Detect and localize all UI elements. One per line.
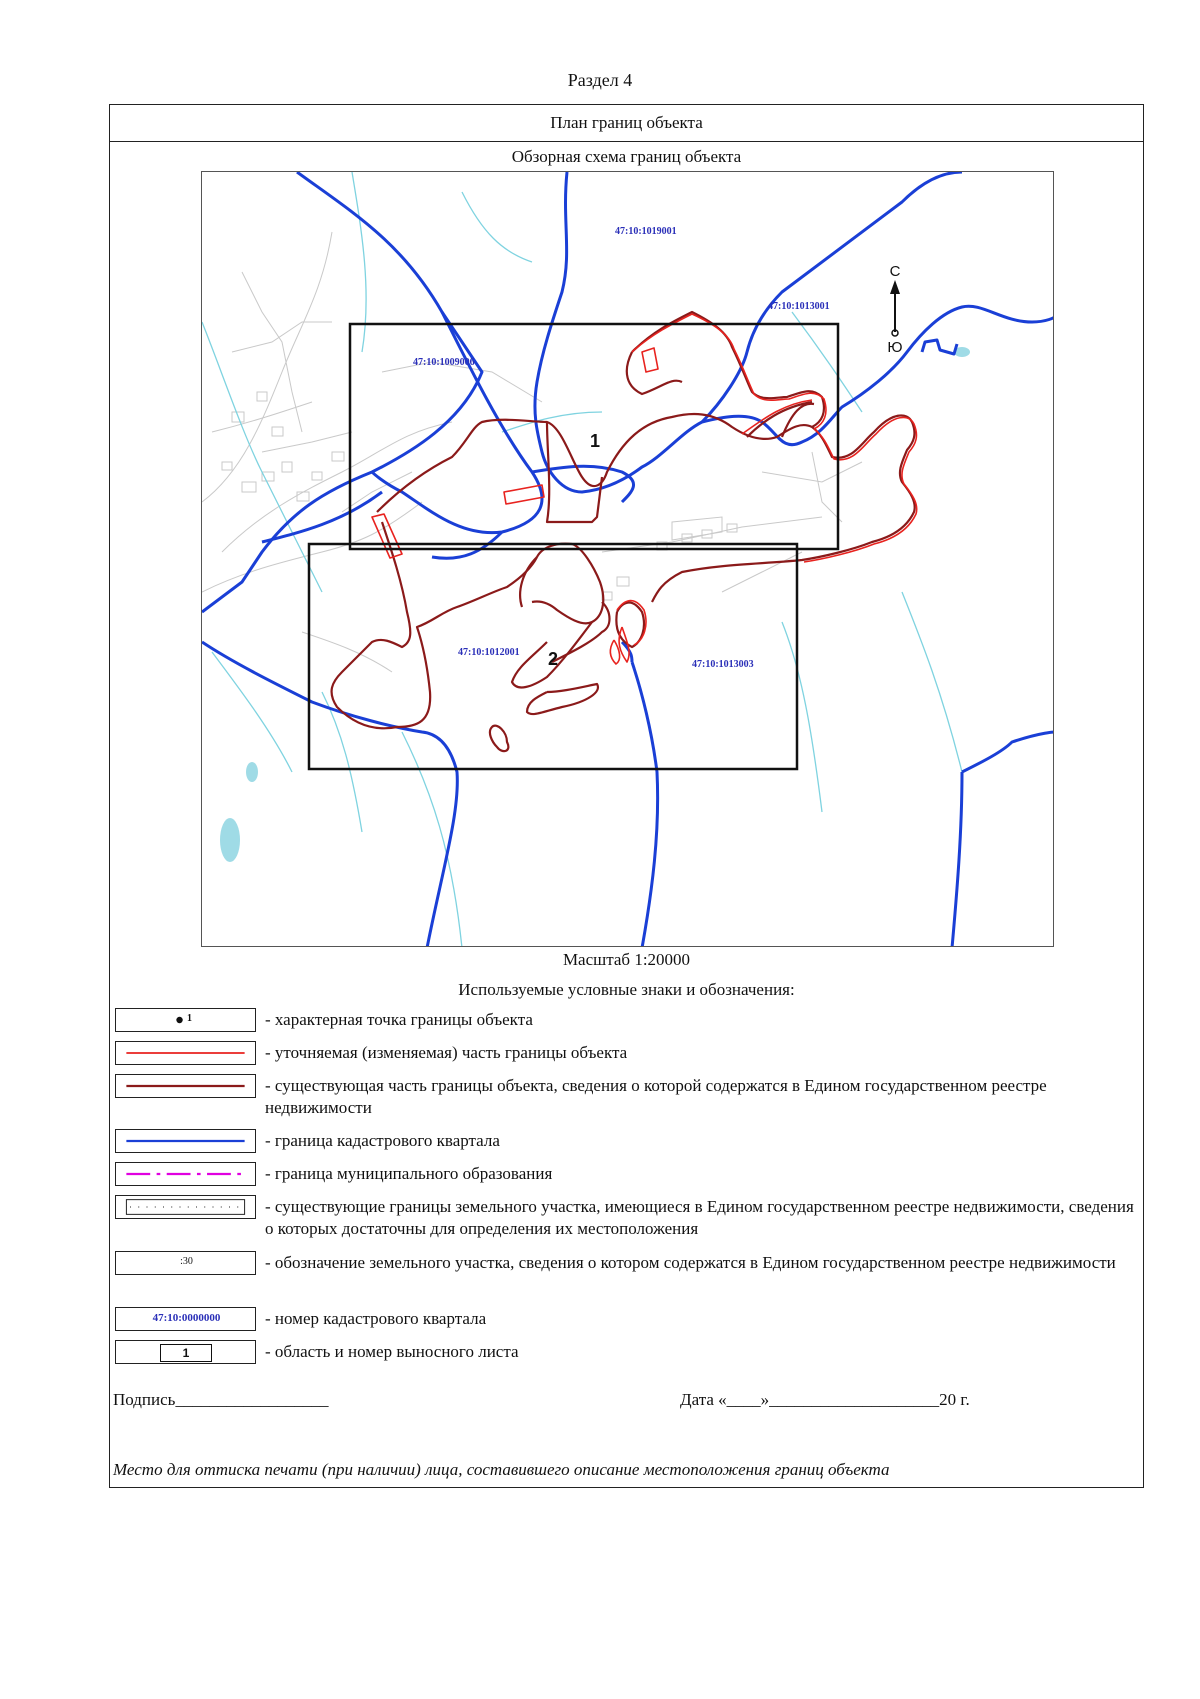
north-label: С bbox=[889, 263, 901, 280]
legend-text-point: - характерная точка границы объекта bbox=[265, 1010, 533, 1029]
legend-symbol-existing bbox=[115, 1074, 256, 1098]
legend-text-refined: - уточняемая (изменяемая) часть границы объекта bbox=[265, 1043, 628, 1062]
plan-title: План границ объекта bbox=[550, 113, 703, 132]
signature-label: Подпись__________________ bbox=[113, 1390, 329, 1409]
existing-object-boundaries bbox=[332, 312, 915, 751]
legend-text-quarter-number: - номер кадастрового квартала bbox=[265, 1309, 487, 1328]
quarter-label-1009006: 47:10:1009006 bbox=[413, 357, 475, 368]
legend-symbol-parcel-boundary bbox=[115, 1195, 256, 1219]
legend-text-parcel-boundary: - существующие границы земельного участка, имеющиеся в Едином государственном реестре недвижимости, сведения о которых достаточны для определения их местоположения bbox=[265, 1197, 1134, 1238]
blue-line-icon bbox=[116, 1130, 255, 1152]
legend-symbol-point bbox=[115, 1008, 256, 1032]
signature-line[interactable]: __________________ bbox=[175, 1390, 329, 1409]
water-features bbox=[202, 172, 962, 947]
darkred-line-icon bbox=[116, 1075, 255, 1097]
magenta-dashdot-icon bbox=[116, 1163, 255, 1185]
legend-text-sheet-area: - область и номер выносного листа bbox=[265, 1342, 519, 1361]
background-roads bbox=[202, 232, 862, 672]
sheet-area-icon: 1 bbox=[160, 1344, 212, 1362]
overview-map[interactable] bbox=[201, 171, 1054, 947]
legend-text-municipal: - граница муниципального образования bbox=[265, 1164, 553, 1183]
north-arrow-icon bbox=[890, 280, 900, 336]
point-icon bbox=[116, 1009, 255, 1031]
quarter-boundaries bbox=[202, 172, 1054, 947]
legend-symbol-parcel-label bbox=[115, 1251, 256, 1275]
legend-text-existing: - существующая часть границы объекта, сведения о которой содержатся в Едином государственном реестре недвижимости bbox=[265, 1076, 1047, 1117]
water-patches bbox=[220, 347, 970, 862]
sheet-number-2: 2 bbox=[548, 649, 559, 669]
quarter-label-1013003: 47:10:1013003 bbox=[692, 659, 754, 670]
legend-symbol-sheet-area bbox=[115, 1340, 256, 1364]
seal-place-text: Место для оттиска печати (при наличии) лица, составившего описание местоположения границ объекта bbox=[113, 1460, 890, 1479]
south-label: Ю bbox=[887, 339, 903, 356]
sheet-number-1: 1 bbox=[590, 431, 601, 451]
date-field[interactable]: Дата «____»____________________20 г. bbox=[680, 1390, 970, 1409]
legend-point-number: 1 bbox=[187, 1013, 192, 1024]
legend-text-quarter-boundary: - граница кадастрового квартала bbox=[265, 1131, 500, 1150]
title-divider bbox=[109, 141, 1144, 142]
legend-title: Используемые условные знаки и обозначения: bbox=[458, 980, 795, 999]
legend-symbol-quarter-boundary bbox=[115, 1129, 256, 1153]
section-title: Раздел 4 bbox=[567, 70, 633, 90]
quarter-label-1019001: 47:10:1019001 bbox=[615, 226, 677, 237]
parcel-label-icon: :30 bbox=[180, 1256, 193, 1267]
quarter-label-1012001: 47:10:1012001 bbox=[458, 647, 520, 658]
red-line-icon bbox=[116, 1042, 255, 1064]
quarter-label-1013001: 47:10:1013001 bbox=[768, 301, 830, 312]
legend-symbol-quarter-number bbox=[115, 1307, 256, 1331]
legend-symbol-refined bbox=[115, 1041, 256, 1065]
map-scale: Масштаб 1:20000 bbox=[562, 950, 691, 969]
quarter-number-icon: 47:10:0000000 bbox=[152, 1312, 221, 1324]
overview-title: Обзорная схема границ объекта bbox=[511, 147, 742, 166]
legend-text-parcel-label: - обозначение земельного участка, сведения о котором содержатся в Едином государственном реестре недвижимости bbox=[265, 1253, 1116, 1272]
dotted-box-icon bbox=[116, 1196, 255, 1218]
legend-symbol-municipal bbox=[115, 1162, 256, 1186]
